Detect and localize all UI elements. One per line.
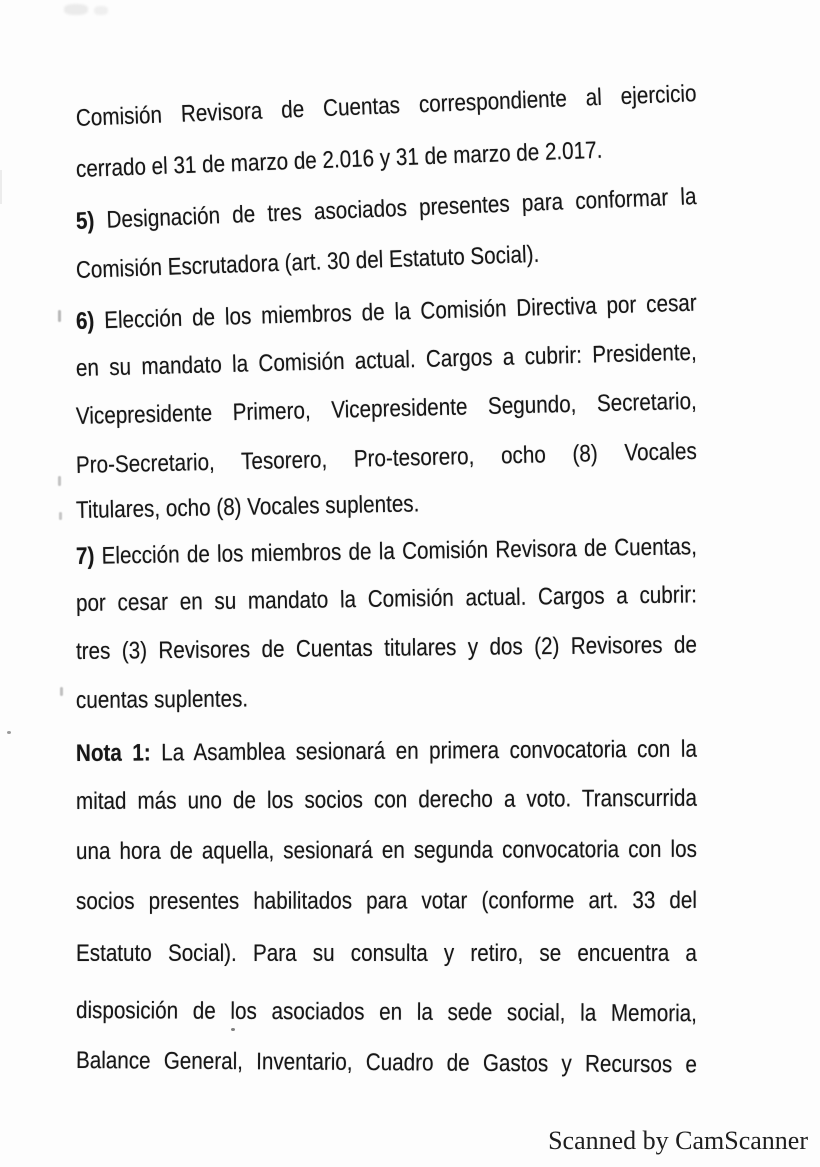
text-line xyxy=(76,580,697,619)
text-line xyxy=(76,784,697,817)
line-text: Comisión Escrutadora (art. 30 del Estatuto Social). xyxy=(75,240,540,284)
text-line xyxy=(76,681,697,716)
text-line xyxy=(76,338,697,384)
scan-artifact xyxy=(94,6,108,15)
line-text: Elección de los miembros de la Comisión Revisora de Cuentas, xyxy=(101,533,698,570)
line-text: cuentas suplentes. xyxy=(75,685,249,714)
line-text: socios presentes habilitados para votar (conforme art. 33 del xyxy=(75,886,697,915)
text-line xyxy=(76,735,697,769)
scan-artifact xyxy=(58,310,61,322)
line-text: tres (3) Revisores de Cuentas titulares y dos (2) Revisores de xyxy=(75,631,698,665)
text-line xyxy=(76,532,697,572)
text-line xyxy=(76,289,698,337)
text-line xyxy=(76,1046,697,1080)
text-line xyxy=(75,182,697,237)
line-text: Titulares, ocho (8) Vocales suplentes. xyxy=(75,490,420,524)
line-text: Balance General, Inventario, Cuadro de Gastos y Recursos e xyxy=(75,1047,698,1079)
scan-artifact xyxy=(64,4,88,15)
text-line xyxy=(75,234,697,286)
text-line xyxy=(76,835,697,867)
scan-artifact xyxy=(58,476,61,486)
scan-artifact xyxy=(7,731,11,734)
line-text: Vicepresidente Primero, Vicepresidente Segundo, Secretario, xyxy=(75,387,698,430)
line-text: La Asamblea sesionará en primera convocatoria con la xyxy=(161,735,697,767)
line-text: Elección de los miembros de la Comisión Directiva por cesar xyxy=(103,289,698,335)
line-text: disposición de los asociados en la sede social, la Memoria, xyxy=(75,997,697,1028)
camscanner-watermark: Scanned by CamScanner xyxy=(548,1126,808,1155)
line-bold-prefix: Nota 1: xyxy=(75,739,151,767)
line-text: una hora de aquella, sesionará en segunda convocatoria con los xyxy=(75,835,697,865)
text-line xyxy=(76,484,697,526)
text-line xyxy=(76,886,697,917)
line-bold-prefix: 5) xyxy=(75,207,95,235)
line-text: cerrado el 31 de marzo de 2.016 y 31 de marzo de 2.017. xyxy=(75,136,603,183)
scan-artifact xyxy=(59,512,62,520)
text-line xyxy=(76,387,697,432)
line-bold-prefix: 6) xyxy=(75,307,95,335)
text-line xyxy=(75,79,697,134)
line-text: por cesar en su mandato la Comisión actual. Cargos a cubrir: xyxy=(75,581,698,617)
scan-artifact xyxy=(0,170,2,204)
text-line xyxy=(76,996,697,1029)
line-text: Pro-Secretario, Tesorero, Pro-tesorero, ocho (8) Vocales xyxy=(75,437,698,479)
text-line xyxy=(76,630,697,667)
text-line xyxy=(76,939,697,969)
line-text: mitad más uno de los socios con derecho a voto. Transcurrida xyxy=(75,784,697,815)
scan-artifact xyxy=(60,687,63,696)
text-line xyxy=(75,132,697,185)
line-bold-prefix: 7) xyxy=(75,542,95,570)
line-text: en su mandato la Comisión actual. Cargos a cubrir: Presidente, xyxy=(75,338,698,382)
line-text: Comisión Revisora de Cuentas correspondiente al ejercicio xyxy=(75,80,697,132)
scan-artifact xyxy=(231,1028,235,1031)
line-text: Designación de tres asociados presentes para conformar la xyxy=(105,183,697,234)
text-line xyxy=(76,437,697,481)
line-text: Estatuto Social). Para su consulta y retiro, se encuentra a xyxy=(76,940,697,967)
